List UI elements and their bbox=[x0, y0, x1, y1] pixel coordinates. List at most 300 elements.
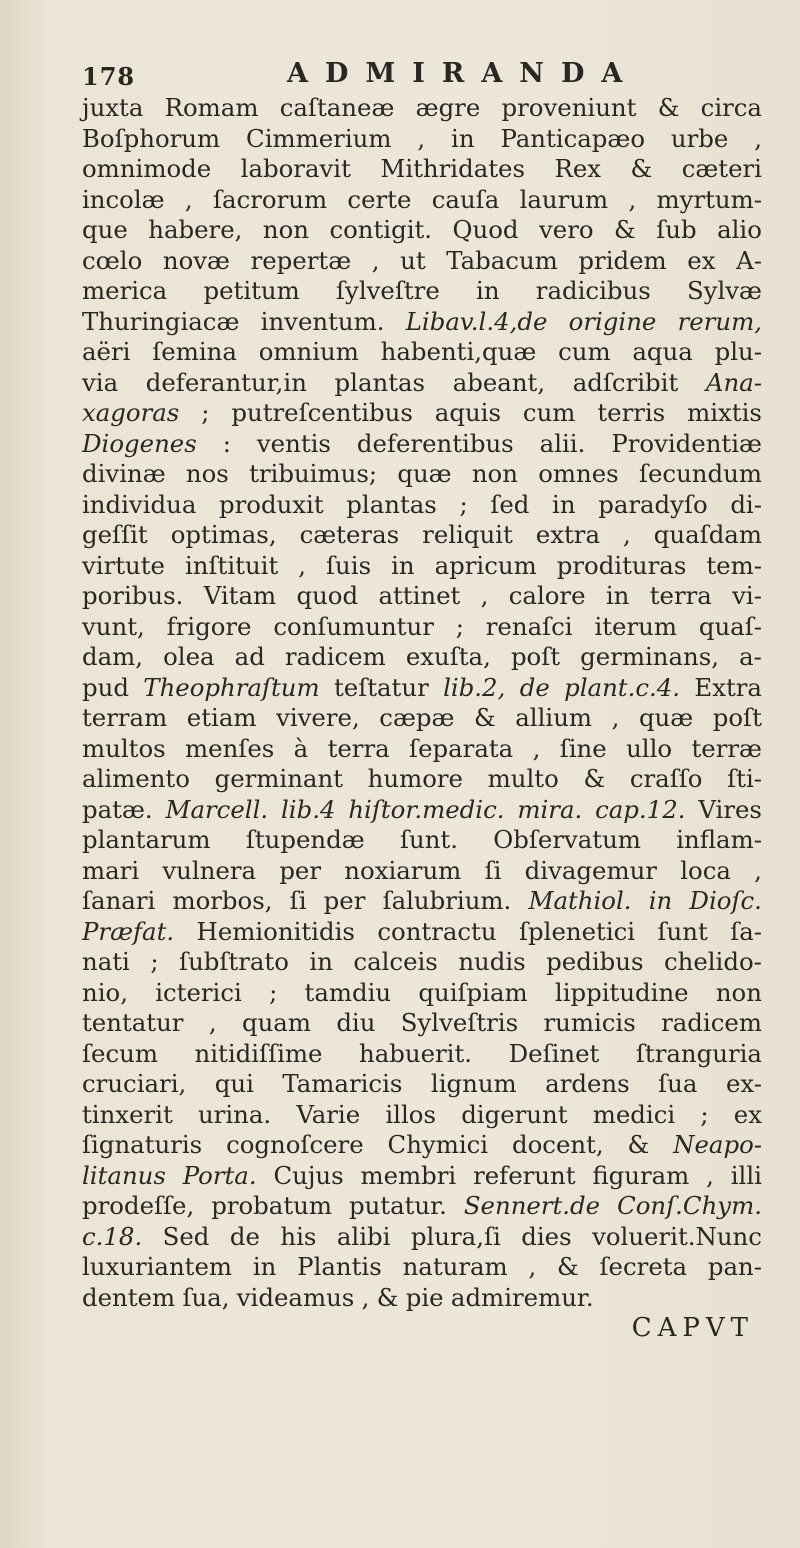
word: cum bbox=[522, 398, 576, 427]
word: ut bbox=[400, 245, 426, 275]
word: ſunt bbox=[657, 916, 708, 946]
word: admiremur. bbox=[450, 1282, 594, 1312]
word: pridem bbox=[578, 245, 667, 275]
word: Vires bbox=[698, 794, 762, 824]
word: pud bbox=[82, 672, 129, 702]
word: merica bbox=[82, 276, 168, 305]
word: , bbox=[528, 1252, 537, 1281]
text-line bbox=[82, 673, 762, 704]
word: quæ bbox=[638, 703, 694, 732]
word: laurum bbox=[519, 184, 609, 214]
word: Obſervatum bbox=[493, 825, 641, 854]
word: nudis bbox=[458, 947, 526, 976]
word: iterum bbox=[594, 611, 677, 641]
italic-word: mira. bbox=[517, 794, 583, 824]
word: Boſphorum bbox=[82, 123, 221, 153]
word: & bbox=[557, 1252, 579, 1281]
word: incolæ bbox=[82, 184, 165, 214]
word: & bbox=[657, 93, 680, 122]
word: videamus bbox=[236, 1282, 355, 1312]
word: plantas bbox=[346, 489, 437, 519]
word: ; bbox=[201, 398, 210, 427]
word: membri bbox=[360, 1160, 457, 1190]
word: olea bbox=[163, 642, 215, 671]
word: per bbox=[323, 886, 366, 915]
word: de bbox=[229, 1221, 260, 1251]
word: quod bbox=[296, 581, 359, 610]
word: multos bbox=[82, 733, 166, 763]
word: poribus. bbox=[82, 581, 184, 610]
word: naturam bbox=[402, 1252, 508, 1281]
word: noxiarum bbox=[344, 855, 462, 885]
word: vero bbox=[539, 215, 594, 244]
word: individua bbox=[82, 489, 197, 519]
word: Sylvæ bbox=[686, 276, 762, 305]
word: cæteras bbox=[299, 520, 400, 549]
word: terris bbox=[597, 398, 666, 427]
word: ex bbox=[687, 245, 716, 275]
word: illos bbox=[385, 1099, 436, 1129]
word: reliquit bbox=[422, 520, 513, 549]
word: ſylveſtre bbox=[336, 276, 440, 305]
body-text bbox=[82, 93, 762, 1349]
word: Panticapæo bbox=[500, 123, 646, 153]
word: & bbox=[627, 1130, 650, 1159]
word: di- bbox=[730, 489, 762, 519]
word: ſemina bbox=[152, 337, 237, 366]
word: cognoſcere bbox=[226, 1130, 364, 1159]
word: aquis bbox=[434, 398, 501, 427]
text-line bbox=[82, 703, 762, 734]
word: dies bbox=[521, 1221, 572, 1251]
word: terra bbox=[327, 733, 390, 763]
word: nitidiſſime bbox=[194, 1038, 323, 1068]
word: inſtituit bbox=[185, 550, 279, 580]
italic-word: Ana- bbox=[705, 367, 762, 397]
word: , bbox=[754, 855, 762, 885]
word: allium bbox=[515, 703, 593, 732]
italic-word: Neapo- bbox=[673, 1130, 762, 1159]
word: radicem bbox=[661, 1008, 762, 1037]
word: prodituras bbox=[556, 550, 687, 580]
word: luxuriantem bbox=[82, 1252, 233, 1281]
word: ſi bbox=[289, 886, 307, 915]
word: , bbox=[611, 703, 620, 732]
word: quaſdam bbox=[653, 520, 762, 549]
text-line bbox=[82, 520, 762, 551]
text-line bbox=[82, 490, 762, 521]
word: habenti,quæ bbox=[380, 337, 537, 366]
text-line bbox=[82, 1252, 762, 1283]
italic-word: xagoras bbox=[82, 398, 180, 427]
word: ægre bbox=[415, 93, 481, 122]
word: virtute bbox=[82, 550, 165, 580]
word: & bbox=[630, 154, 653, 183]
word: germinans, bbox=[580, 642, 720, 671]
word: ſi bbox=[484, 855, 502, 885]
word: qui bbox=[214, 1069, 254, 1098]
word: in bbox=[391, 550, 415, 580]
catchword: CAPVT bbox=[631, 1313, 754, 1343]
word: humore bbox=[367, 764, 463, 793]
word: omnium bbox=[258, 337, 359, 366]
word: a- bbox=[739, 642, 762, 671]
text-line bbox=[82, 581, 762, 612]
italic-word: Præfat. bbox=[82, 916, 175, 946]
text-line bbox=[82, 947, 762, 978]
word: craſſo bbox=[629, 764, 703, 793]
word: in bbox=[309, 947, 333, 976]
word: medici bbox=[592, 1099, 676, 1129]
word: poſt bbox=[510, 642, 561, 671]
word: Providentiæ bbox=[611, 428, 762, 458]
word: tinxerit bbox=[82, 1099, 173, 1129]
text-line bbox=[82, 1130, 762, 1161]
italic-word: cap.12. bbox=[595, 794, 686, 824]
word: repertæ bbox=[250, 245, 352, 275]
italic-word: Libav.l.4,de bbox=[405, 306, 548, 336]
text-line bbox=[82, 429, 762, 460]
word: terræ bbox=[691, 733, 762, 763]
text-line bbox=[82, 154, 762, 185]
word: caſtaneæ bbox=[279, 93, 395, 122]
word: voluerit.Nunc bbox=[592, 1221, 762, 1251]
word: apricum bbox=[434, 550, 537, 580]
word: pan- bbox=[707, 1252, 762, 1281]
word: nio, bbox=[82, 977, 128, 1007]
word: radicibus bbox=[535, 276, 651, 305]
word: teſtatur bbox=[333, 672, 429, 702]
text-line bbox=[82, 337, 762, 368]
word: aëri bbox=[82, 337, 131, 366]
word: tamdiu bbox=[304, 977, 392, 1007]
word: urbe bbox=[670, 123, 729, 153]
word: ; bbox=[455, 611, 464, 641]
word: myrtum- bbox=[656, 184, 762, 214]
word: terram bbox=[82, 703, 168, 732]
word: exuſta, bbox=[405, 642, 491, 671]
word: icterici bbox=[155, 977, 242, 1007]
word: geſſit bbox=[82, 520, 148, 549]
text-line bbox=[82, 1008, 762, 1039]
word: vivere, bbox=[276, 703, 360, 732]
word: ſalubrium. bbox=[382, 886, 512, 915]
italic-word: Mathiol. bbox=[528, 886, 632, 915]
word: Tamaricis bbox=[282, 1069, 403, 1098]
text-line bbox=[82, 185, 762, 216]
word: contractu bbox=[377, 916, 497, 946]
word: per bbox=[279, 855, 322, 885]
word: ; bbox=[150, 947, 159, 976]
italic-word: de bbox=[519, 672, 550, 702]
word: , bbox=[532, 733, 541, 763]
word: cum bbox=[558, 337, 611, 366]
word: vunt, bbox=[82, 611, 145, 641]
italic-word: Conſ.Chym. bbox=[617, 1191, 762, 1220]
word: Tabacum bbox=[446, 245, 558, 275]
word: Hemionitidis bbox=[196, 916, 355, 946]
word: ad bbox=[234, 642, 265, 671]
word: ſtranguria bbox=[635, 1038, 762, 1068]
word: ſunt. bbox=[399, 825, 458, 854]
word: inventum. bbox=[260, 306, 385, 336]
word: A- bbox=[736, 245, 762, 275]
word: ſecum bbox=[82, 1038, 158, 1068]
word: nati bbox=[82, 947, 130, 976]
italic-word: Porta. bbox=[182, 1160, 257, 1190]
text-line bbox=[82, 1039, 762, 1070]
text-line bbox=[82, 215, 762, 246]
text-line bbox=[82, 276, 762, 307]
word: habere, bbox=[148, 215, 243, 244]
word: , bbox=[298, 550, 307, 580]
word: morbos, bbox=[172, 886, 273, 915]
text-line bbox=[82, 307, 762, 338]
word: ex bbox=[733, 1099, 762, 1129]
word: referunt bbox=[473, 1160, 576, 1190]
word: tentatur bbox=[82, 1008, 184, 1037]
italic-word: c.18. bbox=[82, 1221, 143, 1251]
word: ſecreta bbox=[599, 1252, 688, 1281]
word: patæ. bbox=[82, 794, 153, 824]
word: probatum bbox=[211, 1191, 332, 1220]
italic-word: litanus bbox=[82, 1160, 166, 1190]
italic-word: lib.2, bbox=[443, 672, 506, 702]
word: nos bbox=[185, 459, 229, 488]
word: tribuimus; bbox=[249, 459, 378, 488]
text-line bbox=[82, 764, 762, 795]
word: ſtupendæ bbox=[245, 825, 365, 854]
word: alimento bbox=[82, 764, 190, 793]
word: Sed bbox=[162, 1221, 210, 1251]
word: ſua, bbox=[182, 1282, 230, 1312]
word: ſuis bbox=[326, 550, 372, 580]
word: non bbox=[715, 977, 762, 1007]
word: ſa- bbox=[730, 916, 762, 946]
word: dentem bbox=[82, 1282, 176, 1312]
word: docent, bbox=[511, 1130, 604, 1159]
word: Varie bbox=[296, 1099, 361, 1129]
word: Plantis bbox=[297, 1252, 382, 1281]
word: diu bbox=[336, 1008, 376, 1037]
word: : bbox=[222, 428, 231, 458]
text-line bbox=[82, 856, 762, 887]
word: divinæ bbox=[82, 459, 166, 488]
word: in bbox=[252, 1252, 277, 1281]
word: ſeparata bbox=[409, 733, 514, 763]
word: & bbox=[376, 1282, 399, 1312]
word: in bbox=[605, 581, 630, 610]
word: abeant, bbox=[452, 367, 546, 397]
word: contigit. bbox=[329, 215, 433, 244]
word: , bbox=[628, 184, 637, 214]
word: Romam bbox=[164, 93, 259, 122]
word: pie bbox=[405, 1282, 444, 1312]
text-line bbox=[82, 1222, 762, 1253]
text-line bbox=[82, 886, 762, 917]
word: mixtis bbox=[687, 398, 762, 427]
word: poſt bbox=[712, 703, 762, 732]
italic-word: Theophraſtum bbox=[143, 672, 320, 702]
word: extra bbox=[535, 520, 600, 549]
word: quaſ- bbox=[698, 611, 762, 641]
word: ſua bbox=[658, 1069, 698, 1098]
word: ; bbox=[700, 1099, 709, 1129]
word: ſed bbox=[490, 489, 530, 519]
word: via bbox=[82, 367, 119, 397]
word: ſti- bbox=[727, 764, 762, 793]
word: mari bbox=[82, 855, 140, 885]
text-line bbox=[82, 642, 762, 673]
word: frigore bbox=[166, 611, 252, 641]
text-line bbox=[82, 795, 762, 826]
text-line bbox=[82, 1069, 762, 1100]
word: terra bbox=[649, 581, 712, 610]
running-head: ADMIRANDA bbox=[287, 58, 640, 89]
word: optimas, bbox=[170, 520, 277, 549]
word: his bbox=[280, 1221, 317, 1251]
word: inflam- bbox=[676, 825, 762, 854]
word: vulnera bbox=[162, 855, 257, 885]
word: ; bbox=[269, 977, 278, 1007]
text-line bbox=[82, 368, 762, 399]
text-line bbox=[82, 398, 762, 429]
word: figuram bbox=[592, 1160, 690, 1190]
word: tem- bbox=[706, 550, 762, 580]
word: paradyſo bbox=[598, 489, 708, 519]
word: ardens bbox=[545, 1069, 630, 1098]
word: ex- bbox=[725, 1069, 762, 1098]
word: novæ bbox=[162, 245, 230, 275]
word: ſplenetici bbox=[519, 916, 636, 946]
word: plura,ſi bbox=[410, 1221, 501, 1251]
page-number: 178 bbox=[82, 62, 136, 91]
word: Extra bbox=[694, 672, 762, 702]
word: plantarum bbox=[82, 825, 211, 854]
word: adſcribit bbox=[572, 367, 679, 397]
word: plu- bbox=[714, 337, 762, 366]
word: cruciari, bbox=[82, 1069, 187, 1098]
word: Thuringiacæ bbox=[82, 306, 240, 336]
text-line bbox=[82, 1191, 762, 1222]
word: cauſa bbox=[431, 184, 500, 214]
word: chelido- bbox=[663, 947, 762, 976]
text-line bbox=[82, 551, 762, 582]
word: cæpæ bbox=[379, 703, 455, 732]
text-line bbox=[82, 917, 762, 948]
word: ſignaturis bbox=[82, 1130, 203, 1159]
word: quam bbox=[241, 1008, 311, 1037]
word: attinet bbox=[378, 581, 461, 610]
word: Mithridates bbox=[380, 154, 526, 183]
text-line bbox=[82, 1161, 762, 1192]
word: certe bbox=[347, 184, 412, 214]
word: in bbox=[476, 276, 500, 305]
word: , bbox=[361, 1282, 370, 1312]
word: ; bbox=[459, 489, 468, 519]
italic-word: lib.4 bbox=[280, 794, 336, 824]
word: alio bbox=[717, 215, 762, 244]
word: menſes bbox=[185, 733, 275, 763]
word: cæteri bbox=[681, 154, 762, 183]
word: non bbox=[471, 459, 518, 488]
word: produxit bbox=[219, 489, 324, 519]
word: Cimmerium bbox=[246, 123, 392, 153]
word: putatur. bbox=[348, 1191, 447, 1220]
word: Quod bbox=[452, 215, 519, 244]
word: lippitudine bbox=[554, 977, 689, 1007]
word: Chymici bbox=[387, 1130, 489, 1159]
word: alibi bbox=[336, 1221, 391, 1251]
word: petitum bbox=[203, 276, 300, 305]
word: digerunt bbox=[461, 1099, 568, 1129]
word: renaſci bbox=[485, 611, 573, 641]
word: putreſcentibus bbox=[231, 398, 413, 427]
italic-word: Dioſc. bbox=[689, 886, 762, 915]
word: cœlo bbox=[82, 245, 143, 275]
word: ſacrorum bbox=[213, 184, 328, 214]
italic-word: rerum, bbox=[677, 306, 762, 336]
word: , bbox=[184, 184, 193, 214]
text-line bbox=[82, 1100, 762, 1131]
word: in bbox=[451, 123, 475, 153]
word: juxta bbox=[82, 93, 144, 122]
word: omnes bbox=[538, 459, 619, 488]
italic-word: Marcell. bbox=[165, 794, 269, 824]
word: pedibus bbox=[546, 947, 644, 976]
word: ſanari bbox=[82, 886, 156, 915]
page-header bbox=[82, 58, 762, 92]
italic-word: Diogenes bbox=[82, 428, 197, 458]
text-line bbox=[82, 1283, 762, 1314]
word: vi- bbox=[732, 581, 762, 610]
word: Sylveſtris bbox=[400, 1008, 519, 1037]
italic-word: in bbox=[648, 886, 673, 915]
word: Vitam bbox=[203, 581, 277, 610]
word: quæ bbox=[397, 459, 452, 488]
word: que bbox=[82, 215, 128, 244]
word: ſub bbox=[656, 215, 697, 244]
word: prodeſſe, bbox=[82, 1191, 195, 1220]
text-line bbox=[82, 246, 762, 277]
catchword-line bbox=[82, 1313, 762, 1349]
word: lignum bbox=[430, 1069, 517, 1098]
word: conſumuntur bbox=[273, 611, 434, 641]
word: omnimode bbox=[82, 154, 212, 183]
word: dam, bbox=[82, 642, 144, 671]
word: radicem bbox=[284, 642, 386, 671]
word: ſecundum bbox=[638, 459, 762, 488]
word: Deſinet bbox=[508, 1038, 600, 1068]
italic-word: origine bbox=[568, 306, 657, 336]
word: & bbox=[473, 703, 496, 732]
word: quiſpiam bbox=[418, 977, 528, 1007]
word: , bbox=[480, 581, 489, 610]
word: urina. bbox=[197, 1099, 272, 1129]
italic-word: plant.c.4. bbox=[564, 672, 681, 702]
word: Rex bbox=[554, 154, 602, 183]
word: divagemur bbox=[524, 855, 657, 885]
word: habuerit. bbox=[359, 1038, 473, 1068]
word: deferentibus bbox=[356, 428, 514, 458]
word: calore bbox=[508, 581, 586, 610]
word: à bbox=[293, 733, 309, 763]
word: germinant bbox=[214, 764, 343, 793]
word: ſine bbox=[559, 733, 607, 763]
text-line bbox=[82, 734, 762, 765]
word: aqua bbox=[632, 337, 693, 366]
text-line bbox=[82, 93, 762, 124]
